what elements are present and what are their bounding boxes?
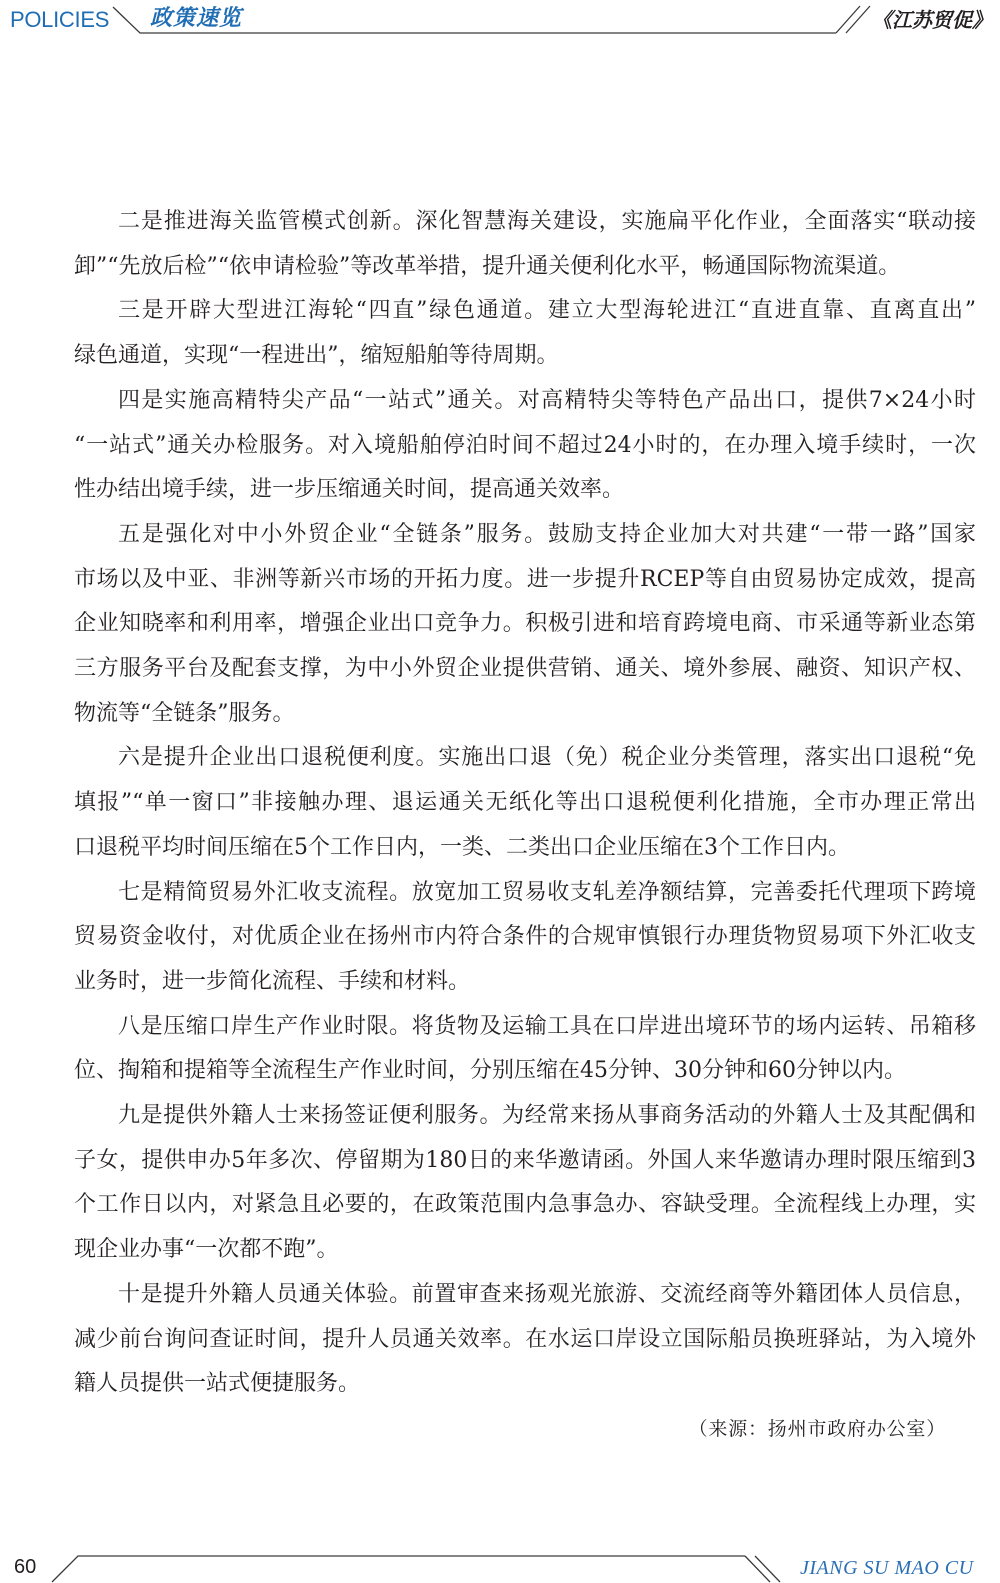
policy-paragraph-9 xyxy=(74,1094,976,1273)
section-title-cn: 政策速览 xyxy=(150,5,243,31)
source-credit: （来源：扬州市政府办公室） xyxy=(688,1417,946,1440)
body-line: 三是开辟大型进江海轮“四直”绿色通道。建立大型海轮进江“直进直靠、直离直出” xyxy=(118,298,976,324)
body-line: 个工作日以内，对紧急且必要的，在政策范围内急事急办、容缺受理。全流程线上办理，实 xyxy=(74,1192,976,1218)
body-line: 九是提供外籍人士来扬签证便利服务。为经常来扬从事商务活动的外籍人士及其配偶和 xyxy=(118,1103,976,1129)
body-line: 绿色通道，实现“一程进出”，缩短船舶等待周期。 xyxy=(74,343,559,369)
body-line: 子女，提供申办5年多次、停留期为180日的来华邀请函。外国人来华邀请办理时限压缩到3 xyxy=(74,1147,976,1173)
body-line: 贸易资金收付，对优质企业在扬州市内符合条件的合规审慎银行办理货物贸易项下外汇收支 xyxy=(74,924,976,950)
body-line: 卸”“先放后检”“依申请检验”等改革举措，提升通关便利化水平，畅通国际物流渠道。 xyxy=(74,253,901,279)
policy-paragraph-8 xyxy=(74,1005,976,1094)
body-line: 五是强化对中小外贸企业“全链条”服务。鼓励支持企业加大对共建“一带一路”国家 xyxy=(118,521,976,547)
body-line: 现企业办事“一次都不跑”。 xyxy=(74,1237,339,1263)
body-line: “一站式”通关办检服务。对入境船舶停泊时间不超过24小时的，在办理入境手续时，一次 xyxy=(74,432,976,458)
article-body xyxy=(74,200,976,1452)
policy-paragraph-5 xyxy=(74,513,976,737)
body-line: 物流等“全链条”服务。 xyxy=(74,700,295,726)
page-number: 60 xyxy=(14,1556,37,1578)
body-line: 四是实施高精特尖产品“一站式”通关。对高精特尖等特色产品出口，提供7×24小时 xyxy=(118,387,976,413)
footer-rule-line xyxy=(52,1556,745,1582)
policy-paragraph-6 xyxy=(74,736,976,870)
body-line: 三方服务平台及配套支撑，为中小外贸企业提供营销、通关、境外参展、融资、知识产权、 xyxy=(74,656,976,682)
policy-paragraph-3 xyxy=(74,289,976,378)
body-line: 企业知晓率和利用率，增强企业出口竞争力。积极引进和培育跨境电商、市采通等新业态第 xyxy=(74,611,976,637)
header-rule-slash xyxy=(846,6,870,33)
body-line: 业务时，进一步简化流程、手续和材料。 xyxy=(74,968,471,994)
body-line: 籍人员提供一站式便捷服务。 xyxy=(74,1371,361,1397)
section-title-en: POLICIES xyxy=(10,7,110,32)
body-line: 性办结出境手续，进一步压缩通关时间，提高通关效率。 xyxy=(74,477,625,503)
policy-paragraph-4 xyxy=(74,379,976,513)
body-line: 市场以及中亚、非洲等新兴市场的开拓力度。进一步提升RCEP等自由贸易协定成效，提高 xyxy=(74,566,976,592)
magazine-title: 《江苏贸促》 xyxy=(872,8,992,32)
header-rule-slash xyxy=(836,6,860,33)
body-line: 二是推进海关监管模式创新。深化智慧海关建设，实施扁平化作业，全面落实“联动接 xyxy=(118,209,976,234)
body-line: 六是提升企业出口退税便利度。实施出口退（免）税企业分类管理，落实出口退税“免 xyxy=(118,745,976,771)
header-rule-line xyxy=(113,7,836,33)
policy-paragraph-7 xyxy=(74,871,976,1005)
body-line: 十是提升外籍人员通关体验。前置审查来扬观光旅游、交流经商等外籍团体人员信息， xyxy=(118,1281,976,1307)
magazine-title-en: JIANG SU MAO CU xyxy=(800,1557,974,1579)
header-rule xyxy=(0,0,1000,40)
body-line: 八是压缩口岸生产作业时限。将货物及运输工具在口岸进出境环节的场内运转、吊箱移 xyxy=(118,1013,976,1039)
body-line: 填报”“单一窗口”非接触办理、退运通关无纸化等出口退税便利化措施，全市办理正常出 xyxy=(74,790,976,816)
footer-rule-slash xyxy=(745,1556,770,1582)
body-line: 位、掏箱和提箱等全流程生产作业时间，分别压缩在45分钟、30分钟和60分钟以内。 xyxy=(74,1058,906,1084)
footer-rule-slash xyxy=(755,1556,780,1582)
policy-paragraph-2 xyxy=(74,200,976,289)
body-line: 减少前台询问查证时间，提升人员通关效率。在水运口岸设立国际船员换班驿站，为入境外 xyxy=(74,1326,976,1352)
body-line: 七是精简贸易外汇收支流程。放宽加工贸易收支轧差净额结算，完善委托代理项下跨境 xyxy=(118,879,976,905)
policy-paragraph-10 xyxy=(74,1273,976,1407)
body-line: 口退税平均时间压缩在5个工作日内，一类、二类出口企业压缩在3个工作日内。 xyxy=(74,834,850,860)
